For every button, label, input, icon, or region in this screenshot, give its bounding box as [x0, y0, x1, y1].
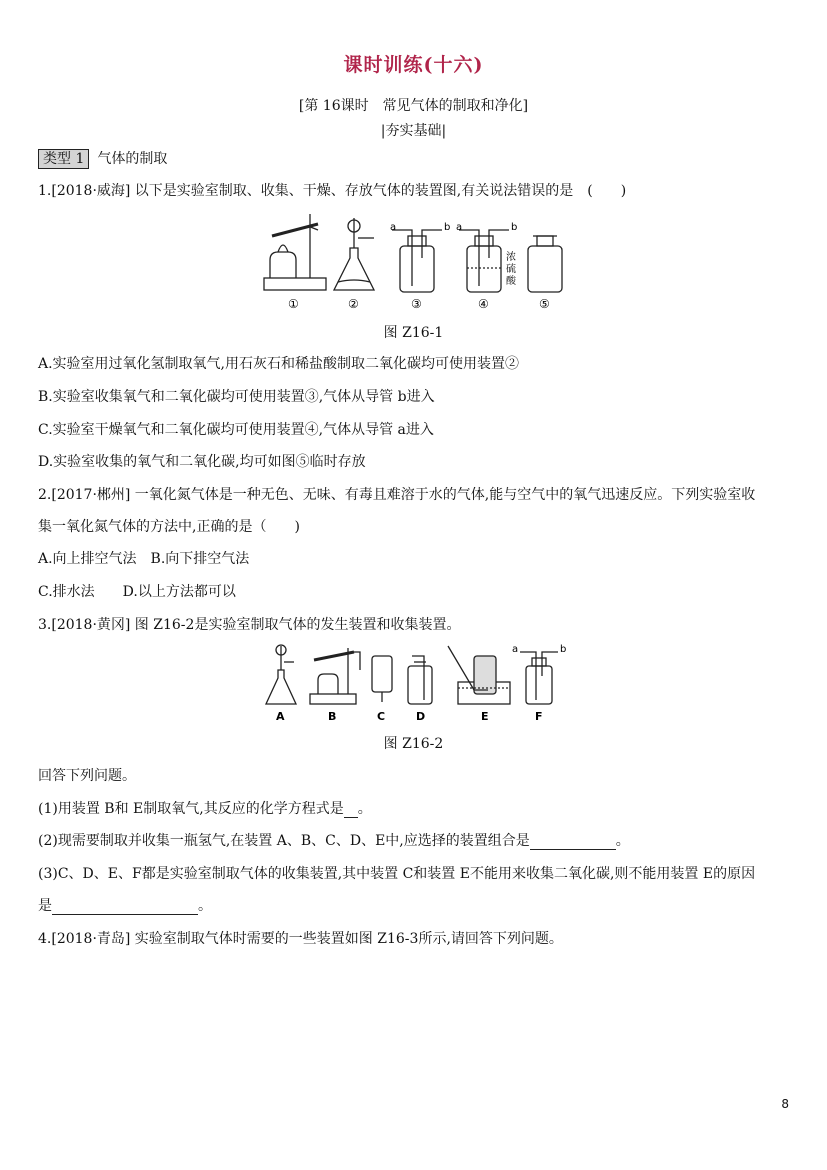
acid-label-2: 硫: [506, 264, 516, 275]
lesson-subtitle: [第 16课时 常见气体的制取和净化]: [298, 98, 529, 114]
q3-part1: (1)用装置 B和 E制取氧气,其反应的化学方程式是 。: [38, 801, 372, 817]
q4-stem: 4.[2018·青岛] 实验室制取气体时需要的一些装置如图 Z16-3所示,请回答下列问题。: [38, 931, 563, 947]
type-text: 气体的制取: [97, 151, 168, 167]
gas-bottle-5-icon: [528, 246, 562, 292]
q2-options-line1: A.向上排空气法 B.向下排空气法: [38, 551, 250, 567]
type-heading: [38, 148, 167, 169]
tube-label-b-4: b: [511, 222, 518, 233]
fig1-label-1: ①: [288, 297, 299, 311]
type-badge: 类型 1: [38, 149, 89, 169]
fig1-label-4: ④: [478, 297, 489, 311]
q3-prompt: 回答下列问题。: [38, 768, 136, 784]
figure-caption-1: 图 Z16-1: [383, 325, 444, 341]
fig2-label-b: B: [328, 710, 337, 723]
stand-base: [264, 278, 326, 290]
f-tube-label-a: a: [512, 644, 519, 655]
page-title: 课时训练(十六): [343, 54, 484, 76]
q3-part2: (2)现需要制取并收集一瓶氢气,在装置 A、B、C、D、E中,应选择的装置组合是 。: [38, 833, 630, 849]
figure-z16-1: [262, 208, 572, 316]
figure-caption-2: 图 Z16-2: [383, 736, 444, 752]
acid-label-3: 酸: [506, 276, 516, 287]
q3-part3-line2: 是 。: [38, 898, 212, 914]
f-tube-label-b: b: [560, 644, 567, 655]
fig2-label-e: E: [481, 710, 489, 723]
answer-blank-1[interactable]: [344, 803, 358, 818]
device-a-icon: [266, 670, 296, 704]
tube-label-a-4: a: [456, 222, 463, 233]
section-label: |夯实基础|: [380, 123, 447, 139]
device-d-icon: [408, 666, 432, 704]
q1-option-c: C.实验室干燥氧气和二氧化碳均可使用装置④,气体从导管 a进入: [38, 422, 434, 438]
q1-option-d: D.实验室收集的氧气和二氧化碳,均可如图⑤临时存放: [38, 454, 366, 470]
fig2-label-f: F: [535, 710, 543, 723]
conical-flask-icon: [334, 248, 374, 290]
fig1-label-3: ③: [411, 297, 422, 311]
answer-blank-2[interactable]: [530, 835, 616, 850]
device-b-icon: [310, 694, 356, 704]
q1-stem: 1.[2018·威海] 以下是实验室制取、收集、干燥、存放气体的装置图,有关说法错误的是 ( ): [38, 183, 627, 199]
figure-z16-2: [262, 640, 572, 724]
q1-option-b: B.实验室收集氧气和二氧化碳均可使用装置③,气体从导管 b进入: [38, 389, 435, 405]
acid-label-1: 浓: [506, 252, 516, 263]
gas-bottle-3-icon: [400, 246, 434, 292]
page-number: 8: [781, 1097, 789, 1111]
fig2-label-d: D: [416, 710, 426, 723]
alcohol-lamp-icon: [270, 252, 296, 278]
device-c-icon: [372, 656, 392, 692]
answer-blank-3[interactable]: [52, 900, 198, 915]
q2-stem-line1: 2.[2017·郴州] 一氧化氮气体是一种无色、无味、有毒且难溶于水的气体,能与空气中的氧气迅速反应。下列实验室收: [38, 487, 756, 503]
q1-option-a: A.实验室用过氧化氢制取氧气,用石灰石和稀盐酸制取二氧化碳均可使用装置②: [38, 356, 520, 372]
q3-part3-line1: (3)C、D、E、F都是实验室制取气体的收集装置,其中装置 C和装置 E不能用来收集二氧化碳,则不能用装置 E的原因: [38, 866, 756, 882]
fig1-label-5: ⑤: [539, 297, 550, 311]
fig1-label-2: ②: [348, 297, 359, 311]
tube-label-a: a: [390, 222, 397, 233]
gas-bottle-4-icon: [467, 246, 501, 292]
device-f-icon: [526, 666, 552, 704]
tube-label-b: b: [444, 222, 451, 233]
fig2-label-c: C: [377, 710, 386, 723]
q2-options-line2: C.排水法 D.以上方法都可以: [38, 584, 236, 600]
q2-stem-line2: 集一氧化氮气体的方法中,正确的是（ ): [38, 519, 300, 535]
fig2-label-a: A: [276, 710, 285, 723]
q3-stem: 3.[2018·黄冈] 图 Z16-2是实验室制取气体的发生装置和收集装置。: [38, 617, 461, 633]
